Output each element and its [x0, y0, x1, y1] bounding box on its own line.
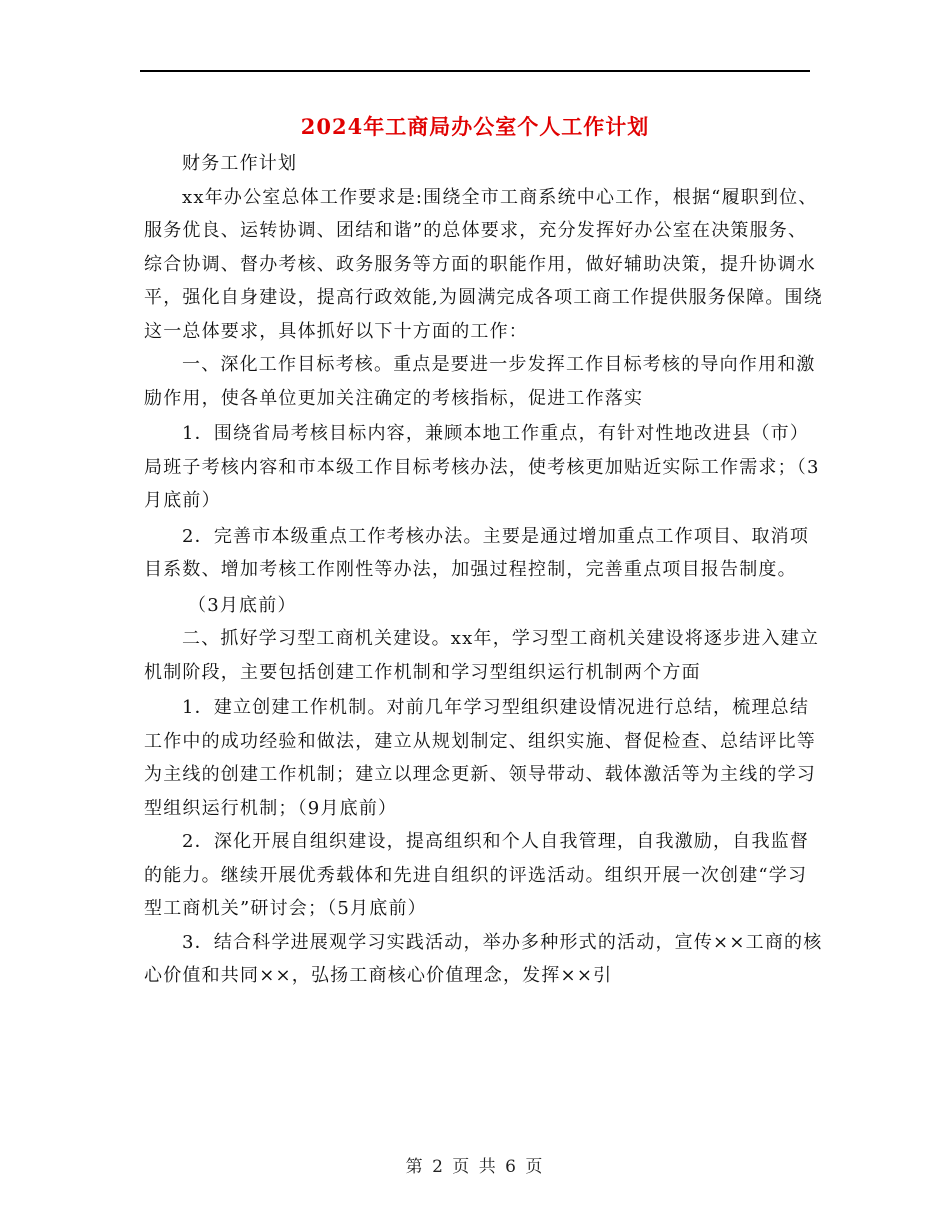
- page-footer: [0, 1152, 950, 1177]
- document-title: 2024年工商局办公室个人工作计划: [300, 114, 650, 139]
- paragraph: 2．完善市本级重点工作考核办法。主要是通过增加重点工作项目、取消项目系数、增加考核工作刚性等办法，加强过程控制，完善重点项目报告制度。: [144, 525, 810, 580]
- paragraph-heading: 财务工作计划: [182, 153, 298, 174]
- header-rule: [140, 70, 810, 72]
- paragraph: xx年办公室总体工作要求是:围绕全市工商系统中心工作，根据“履职到位、服务优良、运转协调、团结和谐”的总体要求，充分发挥好办公室在决策服务、综合协调、督办考核、政务服务等方面的职能作用，做好辅助决策，提升协调水平，强化自身建设，提高行政效能,为圆满完成各项工商工作提供服务保障。围绕这一总体要求，具体抓好以下十方面的工作：: [144, 186, 823, 342]
- paragraph: 2．深化开展自组织建设，提高组织和个人自我管理，自我激励，自我监督的能力。继续开展优秀载体和先进自组织的评选活动。组织开展一次创建“学习型工商机关”研讨会；（5月底前）: [144, 831, 810, 919]
- document-body: [144, 147, 824, 993]
- page-number: 第 2 页 共 6 页: [405, 1157, 545, 1177]
- paragraph: （3月底前）: [188, 594, 297, 616]
- paragraph: 1．围绕省局考核目标内容，兼顾本地工作重点，有针对性地改进县（市）局班子考核内容和市本级工作目标考核办法，使考核更加贴近实际工作需求；（3月底前）: [144, 423, 820, 511]
- paragraph: 一、深化工作目标考核。重点是要进一步发挥工作目标考核的导向作用和激励作用，使各单位更加关注确定的考核指标，促进工作落实: [144, 354, 816, 409]
- paragraph: 二、抓好学习型工商机关建设。xx年，学习型工商机关建设将逐步进入建立机制阶段，主要包括创建工作机制和学习型组织运行机制两个方面: [144, 628, 820, 683]
- paragraph: 3．结合科学进展观学习实践活动，举办多种形式的活动，宣传××工商的核心价值和共同××，弘扬工商核心价值理念，发挥××引: [144, 931, 823, 986]
- paragraph: 1．建立创建工作机制。对前几年学习型组织建设情况进行总结，梳理总结工作中的成功经验和做法，建立从规划制定、组织实施、督促检查、总结评比等为主线的创建工作机制；建立以理念更新、领导带动、载体激活等为主线的学习型组织运行机制；（9月底前）: [144, 697, 816, 819]
